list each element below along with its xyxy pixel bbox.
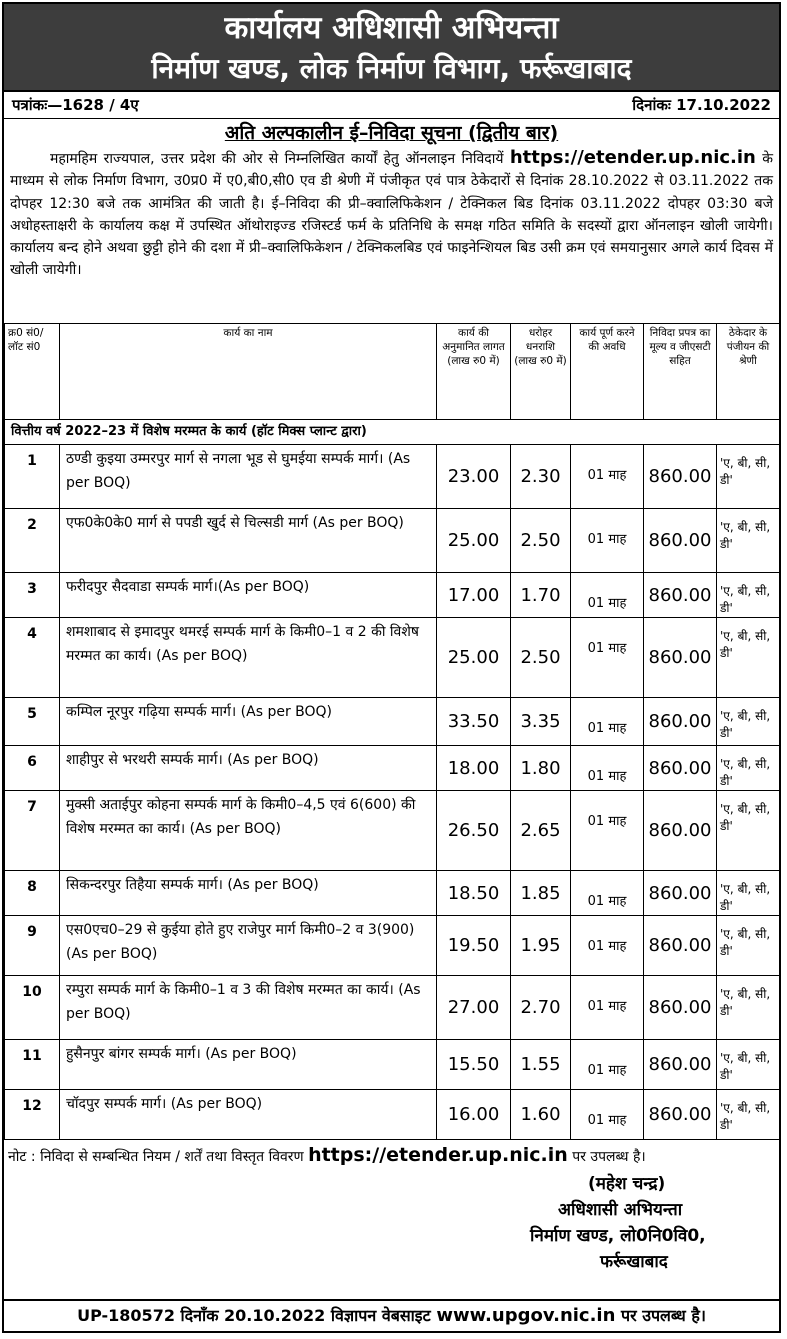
header-emd: धरोहर धनराशि (लाख रु0 में) [511,324,571,420]
row-work-name: ठण्डी कुइया उम्मरपुर मार्ग से नगला भूड से घुमईया सम्पर्क मार्ग। (As per BOQ) [60,445,437,509]
intro-part2: के माध्यम से लोक निर्माण विभाग, उ0प्र0 में ए0,बी0,सी0 एव डी श्रेणी में पंजीकृत एवं पात्र ठेकेदारों से दिनांक 28.10.2022 से 03.11.2022 तक दोपहर 12:30 बजे तक आमंत्रित की जाती है। ई–निविदा की प्री–क्वालिफिकेशन / टेक्निकल बिड दिनांक 03.11.2022 दोपहर 03:30 बजे अधोहस्ताक्षरी के कार्यालय कक्ष में उपस्थित ऑथोराइज्ड रजिस्टर्ड फर्म के प्रतिनिधि के समक्ष गठित समिति के सदस्यों द्वारा ऑनलाइन खोली जायेगी। कार्यालय बन्द होने अथवा छुट्टी होने की दशा में प्री–क्वालिफिकेशन / टेक्निकलबिड एवं फाइनेन्शियल बिड उसी क्रम एवं समयानुसार अगले कार्य दिवस में खोली जायेगी। [10,151,773,279]
row-work-name: एफ0के0के0 मार्ग से पपडी खुर्द से चिल्सडी मार्ग (As per BOQ) [60,509,437,573]
row-sl: 3 [5,573,60,618]
row-fee: 860.00 [644,573,717,618]
table-row [5,746,780,791]
row-cost: 17.00 [437,573,511,618]
row-sl: 9 [5,916,60,976]
row-cost: 25.00 [437,618,511,698]
table-row [5,618,780,698]
signatory-office: निर्माण खण्ड, लो0नि0वि0, [530,1226,706,1246]
header-sl: क्र0 सं0/ लॉट सं0 [5,324,60,420]
note-line [4,1140,779,1170]
row-fee: 860.00 [644,1040,717,1090]
row-emd: 2.70 [511,976,571,1040]
row-category: 'ए, बी, सी, डी' [717,916,780,976]
row-duration: 01 माह [571,445,644,509]
row-cost: 19.50 [437,916,511,976]
row-duration: 01 माह [571,746,644,791]
row-cost: 18.00 [437,746,511,791]
row-emd: 2.50 [511,509,571,573]
table-row [5,445,780,509]
section-row [5,420,780,445]
office-division: निर्माण खण्ड, लोक निर्माण विभाग, फर्रूखाबाद [151,52,632,85]
row-category: 'ए, बी, सी, डी' [717,573,780,618]
office-header [4,4,779,92]
row-cost: 26.50 [437,791,511,871]
row-work-name: शमशाबाद से इमादपुर थमरई सम्पर्क मार्ग के किमी0–1 व 2 की विशेष मरम्मत का कार्य। (As per BOQ) [60,618,437,698]
office-title: कार्यालय अधिशासी अभियन्ता [224,10,559,46]
row-emd: 2.30 [511,445,571,509]
row-category: 'ए, बी, सी, डी' [717,791,780,871]
signature-block [530,1171,706,1275]
row-category: 'ए, बी, सी, डी' [717,698,780,746]
row-sl: 1 [5,445,60,509]
intro-paragraph [4,147,779,323]
table-row [5,916,780,976]
row-work-name: सिकन्दरपुर तिहैया सम्पर्क मार्ग। (As per BOQ) [60,871,437,916]
header-fee: निविदा प्रपत्र का मूल्य व जीएसटी सहित [644,324,717,420]
table-row [5,871,780,916]
notice-document [2,2,781,1333]
table-row [5,791,780,871]
row-cost: 18.50 [437,871,511,916]
row-fee: 860.00 [644,445,717,509]
note-suffix: पर उपलब्ध है। [572,1149,646,1165]
row-duration: 01 माह [571,573,644,618]
section-title: वित्तीय वर्ष 2022–23 में विशेष मरम्मत के कार्य (हॉट मिक्स प्लान्ट द्वारा) [5,420,780,445]
row-fee: 860.00 [644,976,717,1040]
row-sl: 4 [5,618,60,698]
row-duration: 01 माह [571,698,644,746]
header-name: कार्य का नाम [60,324,437,420]
header-duration: कार्य पूर्ण करने की अवधि [571,324,644,420]
row-sl: 7 [5,791,60,871]
row-duration: 01 माह [571,976,644,1040]
row-cost: 16.00 [437,1090,511,1140]
row-category: 'ए, बी, सी, डी' [717,509,780,573]
row-duration: 01 माह [571,871,644,916]
row-emd: 2.50 [511,618,571,698]
row-emd: 3.35 [511,698,571,746]
table-row [5,1090,780,1140]
row-cost: 23.00 [437,445,511,509]
row-emd: 1.60 [511,1090,571,1140]
row-fee: 860.00 [644,618,717,698]
row-fee: 860.00 [644,871,717,916]
row-sl: 6 [5,746,60,791]
table-row [5,976,780,1040]
advertisement-footer [4,1299,779,1331]
header-category: ठेकेदार के पंजीयन की श्रेणी [717,324,780,420]
signatory-name: (महेश चन्द्र) [588,1174,666,1194]
intro-part1: महामहिम राज्यपाल, उत्तर प्रदेश की ओर से निम्नलिखित कार्यों हेतु ऑनलाइन निविदायें [50,151,504,167]
row-category: 'ए, बी, सी, डी' [717,1090,780,1140]
row-emd: 1.85 [511,871,571,916]
note-prefix: नोट : निविदा से सम्बन्धित नियम / शर्तें तथा विस्तृत विवरण [8,1149,304,1165]
row-category: 'ए, बी, सी, डी' [717,618,780,698]
row-fee: 860.00 [644,916,717,976]
row-work-name: रम्पुरा सम्पर्क मार्ग के किमी0–1 व 3 की विशेष मरम्मत का कार्य। (As per BOQ) [60,976,437,1040]
row-sl: 8 [5,871,60,916]
row-work-name: मुक्सी अताईपुर कोहना सम्पर्क मार्ग के किमी0–4,5 एवं 6(600) की विशेष मरम्मत का कार्य। (As per BOQ) [60,791,437,871]
row-duration: 01 माह [571,509,644,573]
letter-date: दिनांकः 17.10.2022 [632,96,771,114]
signatory-city: फर्रूखाबाद [600,1252,668,1272]
row-sl: 5 [5,698,60,746]
footer-suffix: पर उपलब्ध है। [621,1306,706,1325]
header-cost: कार्य की अनुमानित लागत (लाख रु0 में) [437,324,511,420]
row-fee: 860.00 [644,698,717,746]
row-work-name: हुसैनपुर बांगर सम्पर्क मार्ग। (As per BOQ) [60,1040,437,1090]
row-sl: 11 [5,1040,60,1090]
row-fee: 860.00 [644,509,717,573]
row-category: 'ए, बी, सी, डी' [717,746,780,791]
row-sl: 2 [5,509,60,573]
row-duration: 01 माह [571,916,644,976]
row-category: 'ए, बी, सी, डी' [717,445,780,509]
reference-row [4,92,779,119]
row-category: 'ए, बी, सी, डी' [717,871,780,916]
letter-number: पत्रांकः—1628 / 4ए [12,96,139,114]
table-row [5,573,780,618]
row-work-name: कम्पिल नूरपुर गढ़िया सम्पर्क मार्ग। (As per BOQ) [60,698,437,746]
row-emd: 1.55 [511,1040,571,1090]
row-fee: 860.00 [644,746,717,791]
row-duration: 01 माह [571,1090,644,1140]
row-fee: 860.00 [644,791,717,871]
row-fee: 860.00 [644,1090,717,1140]
row-cost: 27.00 [437,976,511,1040]
row-emd: 1.80 [511,746,571,791]
works-table [4,323,780,1140]
row-cost: 25.00 [437,509,511,573]
row-duration: 01 माह [571,791,644,871]
row-sl: 12 [5,1090,60,1140]
row-work-name: फरीदपुर सैदवाडा सम्पर्क मार्ग।(As per BOQ) [60,573,437,618]
row-emd: 1.70 [511,573,571,618]
table-row [5,509,780,573]
footer-code: UP-180572 दिनाँक 20.10.2022 विज्ञापन वेबसाइट [77,1306,431,1325]
row-work-name: एस0एच0–29 से कुईया होते हुए राजेपुर मार्ग किमी0–2 व 3(900) (As per BOQ) [60,916,437,976]
row-cost: 33.50 [437,698,511,746]
table-row [5,698,780,746]
row-category: 'ए, बी, सी, डी' [717,976,780,1040]
notice-subject: अति अल्पकालीन ई–निविदा सूचना (द्वितीय बार) [224,122,559,144]
table-row [5,1040,780,1090]
row-category: 'ए, बी, सी, डी' [717,1040,780,1090]
note-url[interactable]: https://etender.up.nic.in [308,1144,568,1166]
table-header-row [5,324,780,420]
footer-site[interactable]: www.upgov.nic.in [436,1305,616,1326]
etender-url[interactable]: https://etender.up.nic.in [509,147,756,168]
row-work-name: शाहीपुर से भरथरी सम्पर्क मार्ग। (As per BOQ) [60,746,437,791]
row-emd: 2.65 [511,791,571,871]
row-duration: 01 माह [571,1040,644,1090]
row-sl: 10 [5,976,60,1040]
row-cost: 15.50 [437,1040,511,1090]
row-work-name: चॉदपुर सम्पर्क मार्ग। (As per BOQ) [60,1090,437,1140]
row-emd: 1.95 [511,916,571,976]
signatory-designation: अधिशासी अभियन्ता [558,1200,683,1220]
row-duration: 01 माह [571,618,644,698]
